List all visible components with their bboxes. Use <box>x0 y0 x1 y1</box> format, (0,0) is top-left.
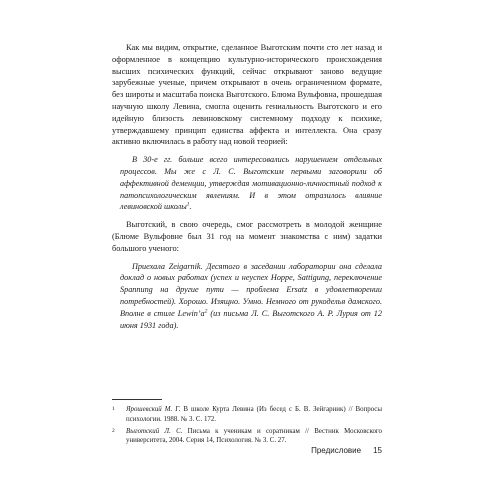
main-text <box>112 42 382 337</box>
footnote-ref-1[interactable]: 1 <box>186 201 190 208</box>
quote-2-text: Приехала Zeigarnik. Десятого в заседании лаборатории она сделала доклад о новых работах (успех и неуспех Hoppe, Sattigung, переключение Spannung на другие пути — проблема Ersatz в удовлетворении потребностей). Хорошо. Изящно. Умно. Немного от рукоделья дамского. Вполне в стиле Lewin’a <box>120 261 382 318</box>
footnote-divider <box>112 399 162 400</box>
quote-1-end: . <box>189 202 192 212</box>
quote-1-text: В 30-е гг. больше всего интересовались нарушением отдельных процессов. Мы же с Л. С. Выготским первыми заговорили об аффективной деменции, утверждая мотивационно-личностный подход к патопсихологическим явлениям. И в этом отразилось влияние левиновской школы <box>120 155 382 212</box>
quote-1 <box>112 154 382 213</box>
quote-2-source: (из письма Л. С. Выготского А. Р. Лурия от 12 июня 1931 года). <box>120 308 382 330</box>
paragraph-2: Выготский, в свою очередь, смог рассмотреть в молодой женщине (Блюме Вульфовне был 31 год на момент знакомства с ним) задатки большого ученого: <box>112 220 382 253</box>
running-footer <box>300 444 382 458</box>
footnote-author: Ярошевский М. Г. <box>126 406 181 413</box>
footnote-number: 2 <box>112 427 115 434</box>
footnote-1 <box>112 405 382 425</box>
footnote-author: Выготский Л. С. <box>126 427 183 435</box>
footnote-number: 1 <box>112 406 115 412</box>
footnote-ref-2[interactable]: 2 <box>204 308 208 314</box>
footnote-text: Письма к ученикам и соратникам // Вестник Московского университета, 2004. Серия 14, Психология. № 3. С. 27. <box>126 427 383 445</box>
section-title: Предисловие <box>311 446 362 455</box>
quote-2 <box>112 261 382 332</box>
footnote-text: В школе Курта Левина (Из бесед с Б. В. Зейгарник) // Вопросы психологии. 1988. № 3. С. 172. <box>126 406 382 423</box>
page-number: 15 <box>373 446 382 455</box>
footnotes <box>112 405 382 448</box>
paragraph-1: Как мы видим, открытие, сделанное Выготским почти сто лет назад и оформленное в концепцию культурно-исторического происхождения высших психических функций, сейчас открывают заново ведущие зарубежные ученые, причем открывают в очень ограниченном формате, без широты и масштаба поиска Выготского. Блюма Вульфовна, прошедшая научную школу Левина, смогла оценить гениальность Выготского и его идейную близость левиновскому системному подходу к психике, утверждавшему принцип единства аффекта и интеллекта. Она сразу активно включилась в работу над новой теорией: <box>112 43 382 147</box>
